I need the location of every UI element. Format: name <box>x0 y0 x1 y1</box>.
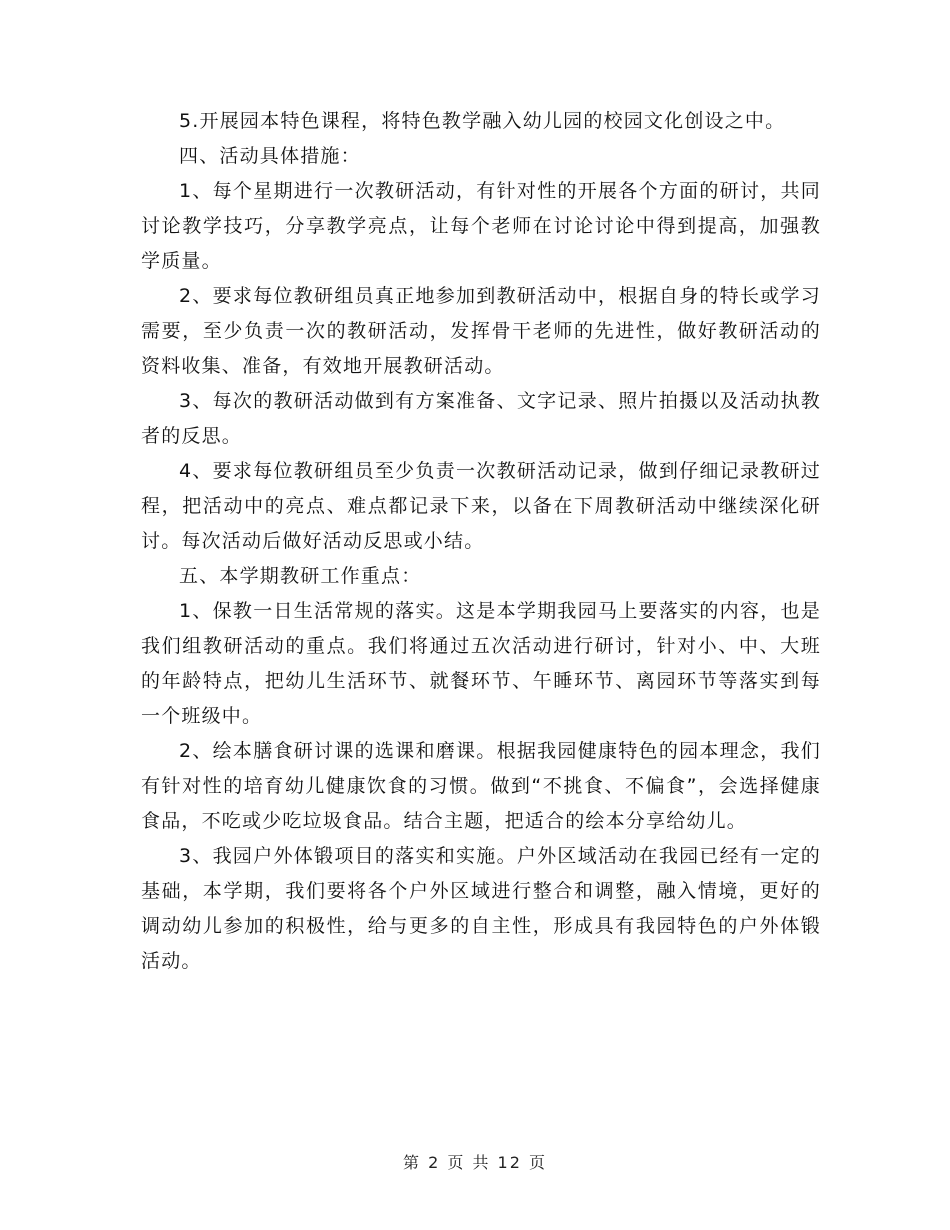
paragraph-measure-4: 4、要求每位教研组员至少负责一次教研活动记录，做到仔细记录教研过程，把活动中的亮点、难点都记录下来，以备在下周教研活动中继续深化研讨。每次活动后做好活动反思或小结。 <box>141 460 821 552</box>
paragraph-measure-1: 1、每个星期进行一次教研活动，有针对性的开展各个方面的研讨，共同讨论教学技巧，分享教学亮点，让每个老师在讨论讨论中得到提高，加强教学质量。 <box>141 180 821 272</box>
document-body <box>141 104 821 979</box>
paragraph-focus-3: 3、我园户外体锻项目的落实和实施。户外区域活动在我园已经有一定的基础，本学期，我们要将各个户外区域进行整合和调整，融入情境，更好的调动幼儿参加的积极性，给与更多的自主性，形成具有我园特色的户外体锻活动。 <box>141 845 821 972</box>
heading-measures: 四、活动具体措施： <box>179 145 361 167</box>
paragraph-course: 5.开展园本特色课程，将特色教学融入幼儿园的校园文化创设之中。 <box>179 110 786 132</box>
page-number-footer: 第 2 页 共 12 页 <box>403 1153 547 1172</box>
paragraph-measure-2: 2、要求每位教研组员真正地参加到教研活动中，根据自身的特长或学习需要，至少负责一次的教研活动，发挥骨干老师的先进性，做好教研活动的资料收集、准备，有效地开展教研活动。 <box>141 285 821 377</box>
paragraph-focus-1: 1、保教一日生活常规的落实。这是本学期我园马上要落实的内容，也是我们组教研活动的重点。我们将通过五次活动进行研讨，针对小、中、大班的年龄特点，把幼儿生活环节、就餐环节、午睡环节、离园环节等落实到每一个班级中。 <box>141 600 821 727</box>
paragraph-measure-3: 3、每次的教研活动做到有方案准备、文字记录、照片拍摄以及活动执教者的反思。 <box>141 390 821 447</box>
paragraph-focus-2: 2、绘本膳食研讨课的选课和磨课。根据我园健康特色的园本理念，我们有针对性的培育幼儿健康饮食的习惯。做到“不挑食、不偏食”，会选择健康食品，不吃或少吃垃圾食品。结合主题，把适合的绘本分享给幼儿。 <box>141 740 821 832</box>
heading-focus: 五、本学期教研工作重点： <box>179 565 422 587</box>
